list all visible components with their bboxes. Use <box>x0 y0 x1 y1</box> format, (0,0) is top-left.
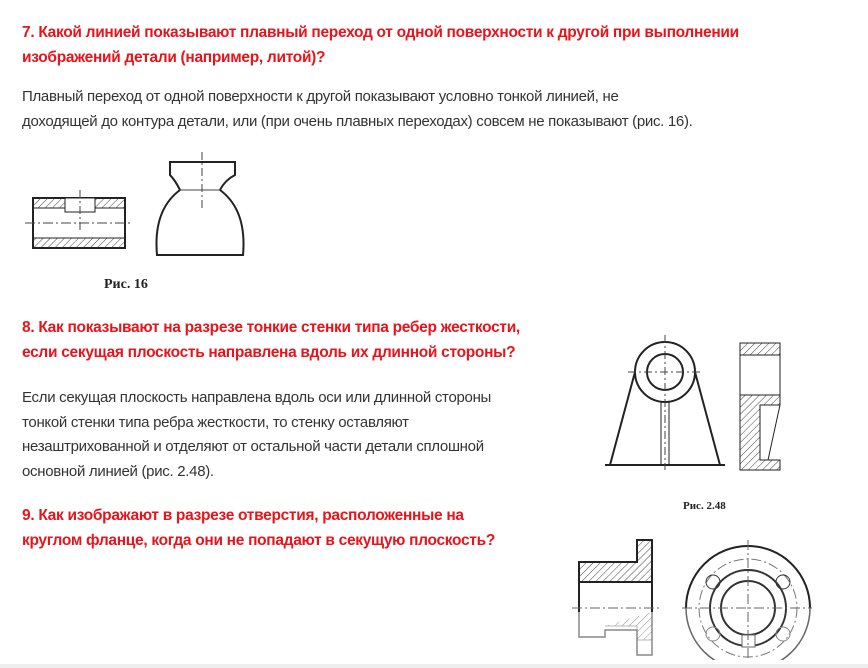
question-7-answer <box>22 85 693 134</box>
question-7-title <box>22 20 739 70</box>
q9-title-line: круглом фланце, когда они не попадают в секущую плоскость? <box>22 532 495 549</box>
figure-16-drawing <box>25 150 255 270</box>
q8-answer-line: Если секущая плоскость направлена вдоль оси или длинной стороны <box>22 389 492 406</box>
flange-drawing <box>572 520 812 660</box>
q7-title-line: 7. Какой линией показывают плавный переход от одной поверхности к другой при выполнении <box>22 24 739 41</box>
page-bottom-divider <box>0 664 868 668</box>
q8-title-line: 8. Как показывают на разрезе тонкие стенки типа ребер жесткости, <box>22 319 520 336</box>
q7-answer-line: доходящей до контура детали, или (при очень плавных переходах) совсем не показывают (рис. 16). <box>22 112 693 130</box>
question-8-title <box>22 315 520 365</box>
figure-2-48-caption: Рис. 2.48 <box>683 500 726 512</box>
q8-answer-line: основной линией (рис. 2.48). <box>22 462 214 480</box>
question-9-title <box>22 503 495 553</box>
q7-title-line: изображений детали (например, литой)? <box>22 49 326 66</box>
q8-answer-line: незаштрихованной и отделяют от остальной части детали сплошной <box>22 438 484 455</box>
figure-2-48-drawing <box>600 335 790 475</box>
q7-answer-line: Плавный переход от одной поверхности к другой показывают условно тонкой линией, не <box>22 88 619 105</box>
q9-title-line: 9. Как изображают в разрезе отверстия, расположенные на <box>22 507 464 524</box>
question-8-answer <box>22 386 491 484</box>
figure-16-caption: Рис. 16 <box>104 277 148 292</box>
q8-title-line: если секущая плоскость направлена вдоль их длинной стороны? <box>22 344 516 361</box>
q8-answer-line: тонкой стенки типа ребра жесткости, то стенку оставляют <box>22 413 409 431</box>
